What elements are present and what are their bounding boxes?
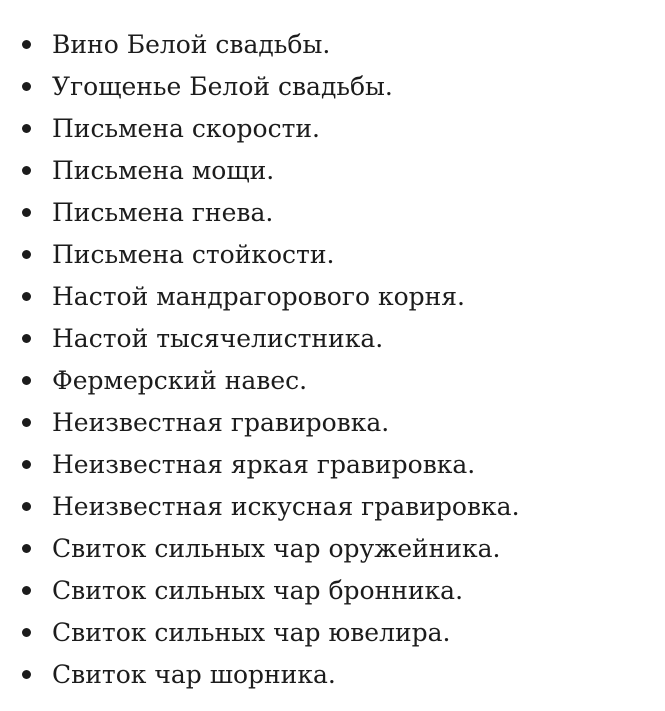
list-item — [22, 401, 520, 443]
list-item-text: Настой тысячелистника. — [52, 323, 384, 353]
bullet-icon — [22, 670, 31, 679]
list-item — [22, 485, 520, 527]
list-item — [22, 317, 520, 359]
list-item-text: Неизвестная яркая гравировка. — [52, 449, 476, 479]
list-item — [22, 569, 520, 611]
list-item-text: Настой мандрагорового корня. — [52, 281, 466, 311]
list-item-text: Письмена стойкости. — [52, 239, 335, 269]
list-item-text: Письмена гнева. — [52, 197, 274, 227]
list-item — [22, 191, 520, 233]
list-item — [22, 527, 520, 569]
list-item — [22, 233, 520, 275]
list-item-text: Фермерский навес. — [52, 365, 308, 395]
list-item — [22, 149, 520, 191]
list-item-text: Свиток сильных чар бронника. — [52, 575, 464, 605]
list-item — [22, 23, 520, 65]
list-item-text: Вино Белой свадьбы. — [52, 29, 331, 59]
list-item — [22, 65, 520, 107]
list-item-text: Угощенье Белой свадьбы. — [52, 71, 393, 101]
list-item — [22, 107, 520, 149]
bullet-icon — [22, 292, 31, 301]
list-item — [22, 359, 520, 401]
bullet-icon — [22, 628, 31, 637]
bullet-icon — [22, 544, 31, 553]
list-item — [22, 611, 520, 653]
list-item-text: Свиток сильных чар ювелира. — [52, 617, 451, 647]
list-item-text: Неизвестная искусная гравировка. — [52, 491, 520, 521]
bullet-icon — [22, 502, 31, 511]
bullet-icon — [22, 40, 31, 49]
bullet-icon — [22, 124, 31, 133]
list-item-text: Письмена скорости. — [52, 113, 321, 143]
list-item — [22, 275, 520, 317]
bullet-icon — [22, 376, 31, 385]
list-item-text: Письмена мощи. — [52, 155, 275, 185]
bullet-icon — [22, 418, 31, 427]
bullet-icon — [22, 586, 31, 595]
bullet-icon — [22, 208, 31, 217]
bullet-icon — [22, 250, 31, 259]
list-item-text: Свиток сильных чар оружейника. — [52, 533, 501, 563]
list-item — [22, 443, 520, 485]
list-item-text: Неизвестная гравировка. — [52, 407, 390, 437]
bullet-icon — [22, 460, 31, 469]
list-item-text: Свиток чар шорника. — [52, 659, 336, 689]
list-item — [22, 653, 520, 695]
bullet-icon — [22, 334, 31, 343]
bulleted-list — [22, 23, 520, 695]
bullet-icon — [22, 166, 31, 175]
bullet-icon — [22, 82, 31, 91]
